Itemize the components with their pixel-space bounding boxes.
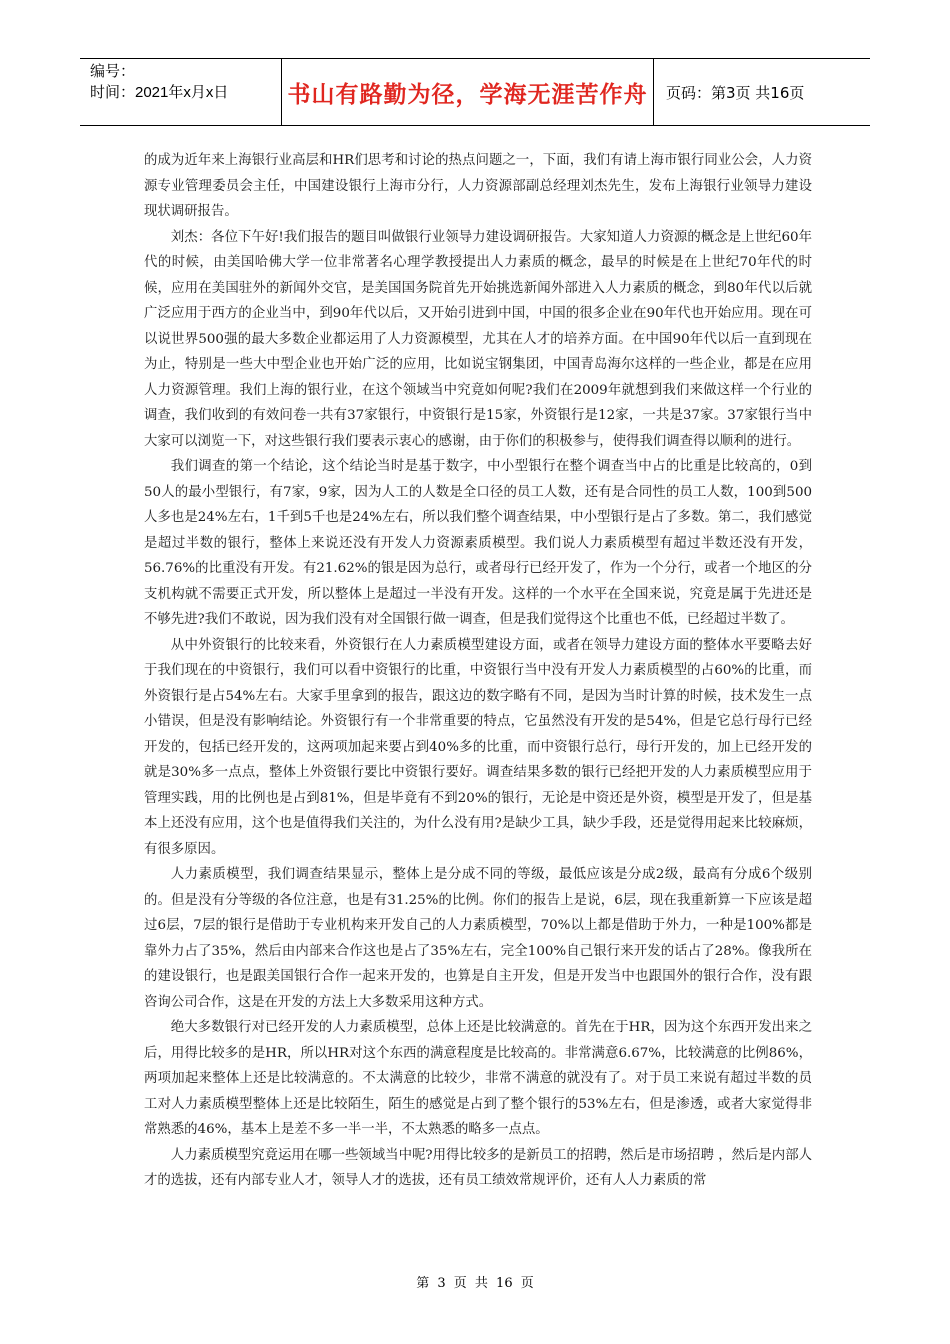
number-label: 编号： — [90, 63, 136, 80]
header-page-cell — [654, 59, 870, 125]
paragraph: 绝大多数银行对已经开发的人力素质模型，总体上还是比较满意的。首先在于HR，因为这个东西开发出来之后，用得比较多的是HR，所以HR对这个东西的满意程度是比较高的。非常满意6.67%，比较满意的比例86%，两项加起来整体上还是比较满意的。不太满意的比较少，非常不满意的就没有了。对于员工来说有超过半数的员工对人力素质模型整体上还是比较陌生，陌生的感觉是占到了整个银行的53%左右，但是渗透，或者大家觉得非常熟悉的46%，基本上是差不多一半一半，不太熟悉的略多一点点。 — [144, 1020, 812, 1137]
header-motto-cell — [282, 59, 654, 125]
motto: 书山有路勤为径，学海无涯苦作舟 — [287, 81, 648, 108]
document-header — [80, 58, 870, 126]
header-meta — [80, 59, 282, 125]
paragraph: 刘杰：各位下午好!我们报告的题目叫做银行业领导力建设调研报告。大家知道人力资源的概念是上世纪60年代的时候，由美国哈佛大学一位非常著名心理学教授提出人力素质的概念，最早的时候是在上世纪70年代的时候，应用在美国驻外的新闻外交官，是美国国务院首先开始挑选新闻外部进入人力素质的概念，到80年代以后就广泛应用于西方的企业当中，到90年代以后，又开始引进到中国，中国的很多企业在90年代也开始应用。现在可以说世界500强的最大多数企业都运用了人力资源模型，尤其在人才的培养方面。在中国90年代以后一直到现在为止，特别是一些大中型企业也开始广泛的应用，比如说宝钢集团，中国青岛海尔这样的一些企业，都是在应用人力资源管理。我们上海的银行业，在这个领域当中究竟如何呢?我们在2009年就想到我们来做这样一个行业的调查，我们收到的有效问卷一共有37家银行，中资银行是15家，外资银行是12家，一共是37家。37家银行当中大家可以浏览一下，对这些银行我们要表示衷心的感谢，由于你们的积极参与，使得我们调查得以顺利的进行。 — [144, 229, 812, 449]
page-code: 页码：第3页 共16页 — [666, 83, 805, 102]
body-text — [144, 148, 812, 1194]
time-label: 时间：2021年x月x日 — [90, 84, 229, 101]
paragraph: 人力素质模型，我们调查结果显示，整体上是分成不同的等级，最低应该是分成2级，最高有分成6个级别的。但是没有分等级的各位注意，也是有31.25%的比例。你们的报告上是说，6层，现在我重新算一下应该是超过6层，7层的银行是借助于专业机构来开发自己的人力素质模型，70%以上都是借助于外力，一种是100%都是靠外力占了35%，然后由内部来合作这也是占了35%左右，完全100%自己银行来开发的话占了28%。像我所在的建设银行，也是跟美国银行合作一起来开发的，也算是自主开发，但是开发当中也跟国外的银行合作，没有跟咨询公司合作，这是在开发的方法上大多数采用这种方式。 — [144, 867, 812, 1010]
paragraph: 从中外资银行的比较来看，外资银行在人力素质模型建设方面，或者在领导力建设方面的整体水平要略去好于我们现在的中资银行，我们可以看中资银行的比重，中资银行当中没有开发人力素质模型的占60%的比重，而外资银行是占54%左右。大家手里拿到的报告，跟这边的数字略有不同，是因为当时计算的时候，技术发生一点小错误，但是没有影响结论。外资银行有一个非常重要的特点，它虽然没有开发的是54%，但是它总行母行已经开发的，包括已经开发的，这两项加起来要占到40%多的比重，而中资银行总行，母行开发的，加上已经开发的就是30%多一点点，整体上外资银行要比中资银行要好。调查结果多数的银行已经把开发的人力素质模型应用于管理实践，用的比例也是占到81%，但是毕竟有不到20%的银行，无论是中资还是外资，模型是开发了，但是基本上还没有应用，这个也是值得我们关注的，为什么没有用?是缺少工具，缺少手段，还是觉得用起来比较麻烦，有很多原因。 — [144, 637, 812, 857]
paragraph: 的成为近年来上海银行业高层和HR们思考和讨论的热点问题之一，下面，我们有请上海市银行同业公会，人力资源专业管理委员会主任，中国建设银行上海市分行，人力资源部副总经理刘杰先生，发布上海银行业领导力建设现状调研报告。 — [144, 153, 812, 219]
page-footer: 第 3 页 共 16 页 — [416, 1276, 534, 1291]
paragraph: 人力素质模型究竟运用在哪一些领域当中呢?用得比较多的是新员工的招聘，然后是市场招聘 ，然后是内部人才的选拔，还有内部专业人才，领导人才的选拔，还有员工绩效常规评价，还有人人力素质的常 — [144, 1147, 812, 1188]
paragraph: 我们调查的第一个结论，这个结论当时是基于数字，中小型银行在整个调查当中占的比重是比较高的，0到50人的最小型银行，有7家，9家，因为人工的人数是全口径的员工人数，还有是合同性的员工人数，100到500人多也是24%左右，1千到5千也是24%左右，所以我们整个调查结果，中小型银行是占了多数。第二，我们感觉是超过半数的银行，整体上来说还没有开发人力资源素质模型。我们说人力素质模型有超过半数还没有开发，56.76%的比重没有开发。有21.62%的银是因为总行，或者母行已经开发了，作为一个分行，或者一个地区的分支机构就不需要正式开发，所以整体上是超过一半没有开发。这样的一个水平在全国来说，究竟是属于先进还是不够先进?我们不敢说，因为我们没有对全国银行做一调查，但是我们觉得这个比重也不低，已经超过半数了。 — [144, 459, 812, 627]
